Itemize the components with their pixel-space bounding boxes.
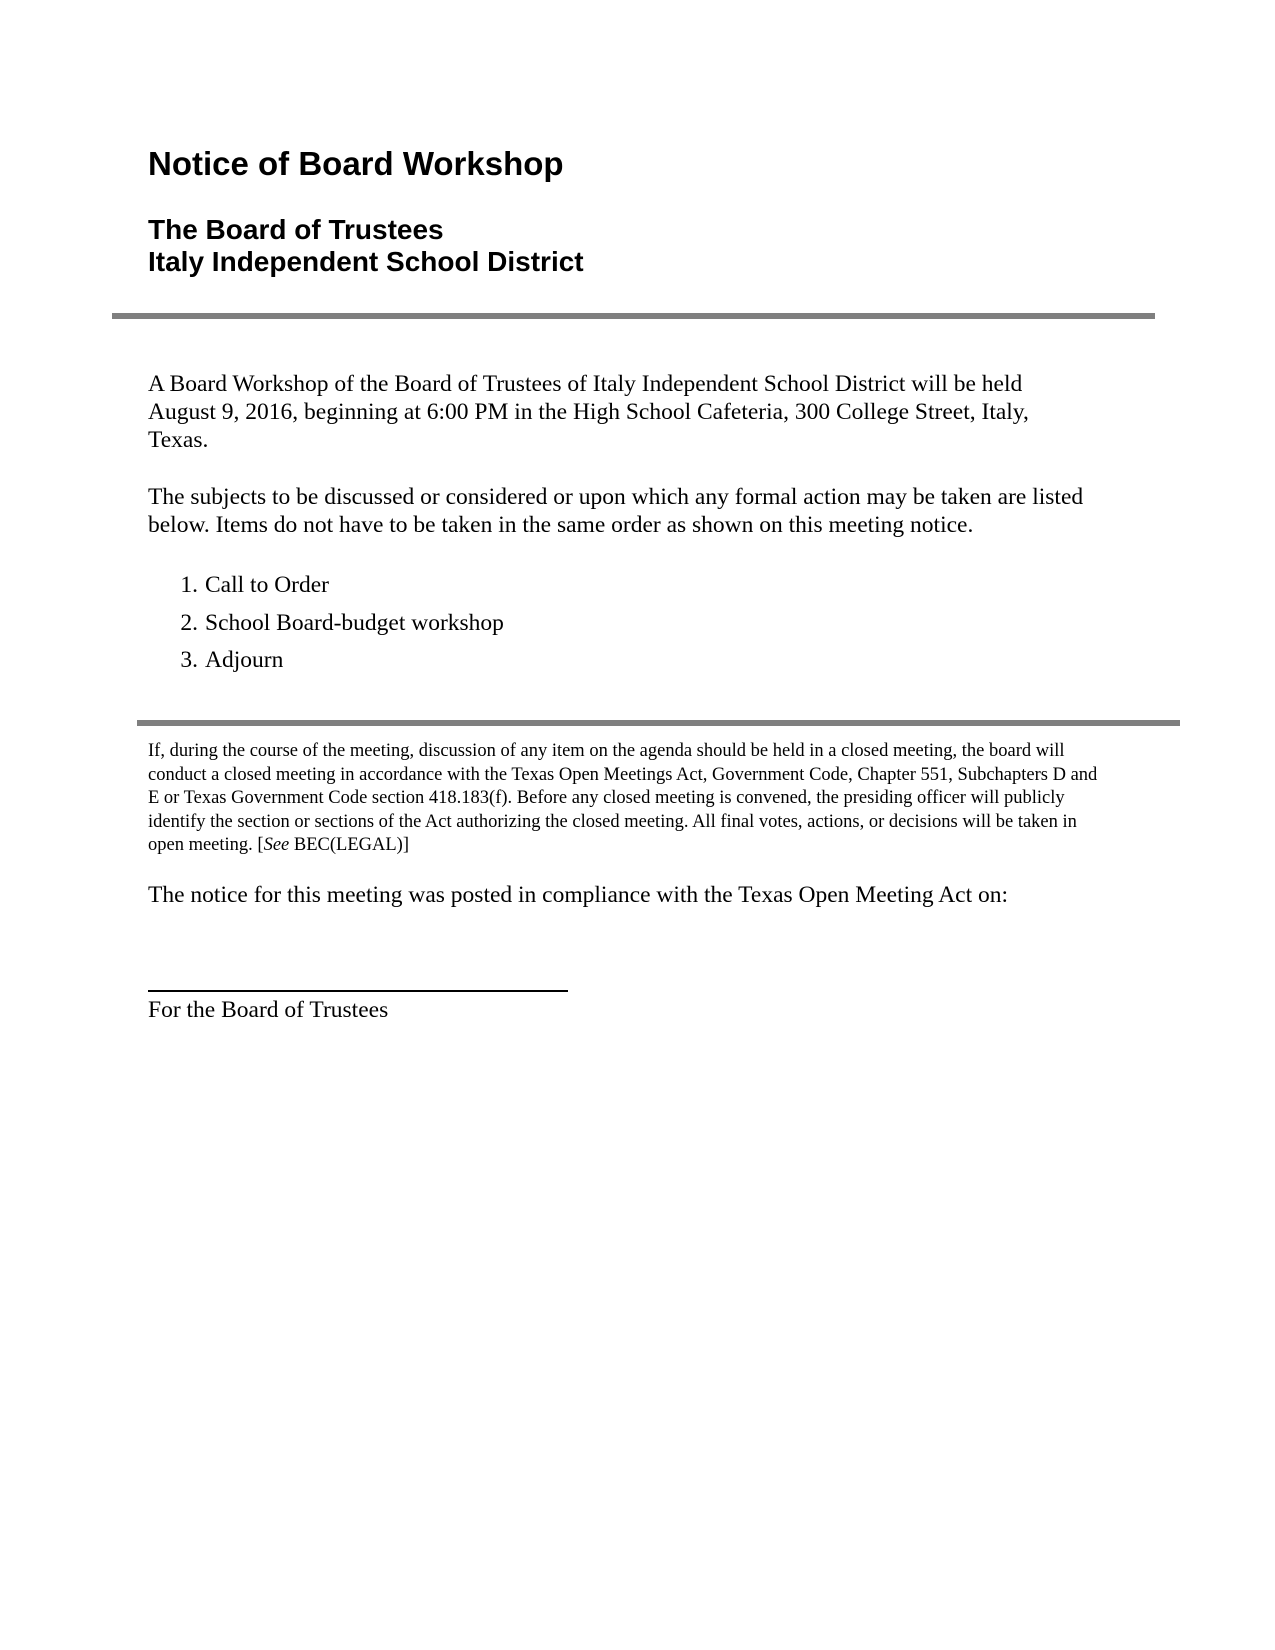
agenda-item (148, 646, 504, 684)
organization-heading (148, 214, 584, 278)
agenda-item-label: School Board-budget workshop (205, 609, 504, 636)
org-line-board: The Board of Trustees (148, 214, 444, 245)
middle-divider (137, 720, 1180, 726)
signature-line (148, 990, 568, 992)
top-divider (112, 313, 1155, 319)
agenda-item (148, 571, 504, 609)
agenda-item-number: 1. (180, 572, 198, 598)
meeting-announcement: A Board Workshop of the Board of Trustees of Italy Independent School District will be held August 9, 2016, beginning at 6:00 PM in the High School Cafeteria, 300 College Street, Italy, Texas. (148, 371, 1029, 453)
agenda-item-label: Call to Order (205, 572, 329, 598)
posting-statement: The notice for this meeting was posted in compliance with the Texas Open Meeting Act on: (148, 882, 1009, 908)
closed-meeting-notice (148, 740, 1110, 858)
see-reference: See (263, 835, 290, 855)
org-line-district: Italy Independent School District (148, 246, 584, 277)
signature-label: For the Board of Trustees (148, 997, 389, 1023)
agenda-item-number: 3. (180, 647, 198, 673)
agenda-item-label: Adjourn (205, 647, 284, 673)
agenda-item-number: 2. (180, 609, 198, 636)
agenda-list (148, 571, 504, 684)
agenda-item (148, 609, 504, 647)
legal-reference: BEC(LEGAL)] (289, 835, 409, 855)
page-title: Notice of Board Workshop (148, 145, 564, 182)
subjects-intro: The subjects to be discussed or considered or upon which any formal action may be taken are listed below. Items do not have to be taken in the same order as shown on this meeting notice. (148, 484, 1084, 538)
closed-meeting-text: If, during the course of the meeting, discussion of any item on the agenda should be held in a closed meeting, the board will conduct a closed meeting in accordance with the Texas Open Meetings Act, Government Code, Chapter 551, Subchapters D and E or Texas Government Code section 418.183(f). Before any closed meeting is convened, the presiding officer will publicly identify the section or sections of the Act authorizing the closed meeting. All final votes, actions, or decisions will be taken in open meeting. [ (148, 741, 1098, 855)
